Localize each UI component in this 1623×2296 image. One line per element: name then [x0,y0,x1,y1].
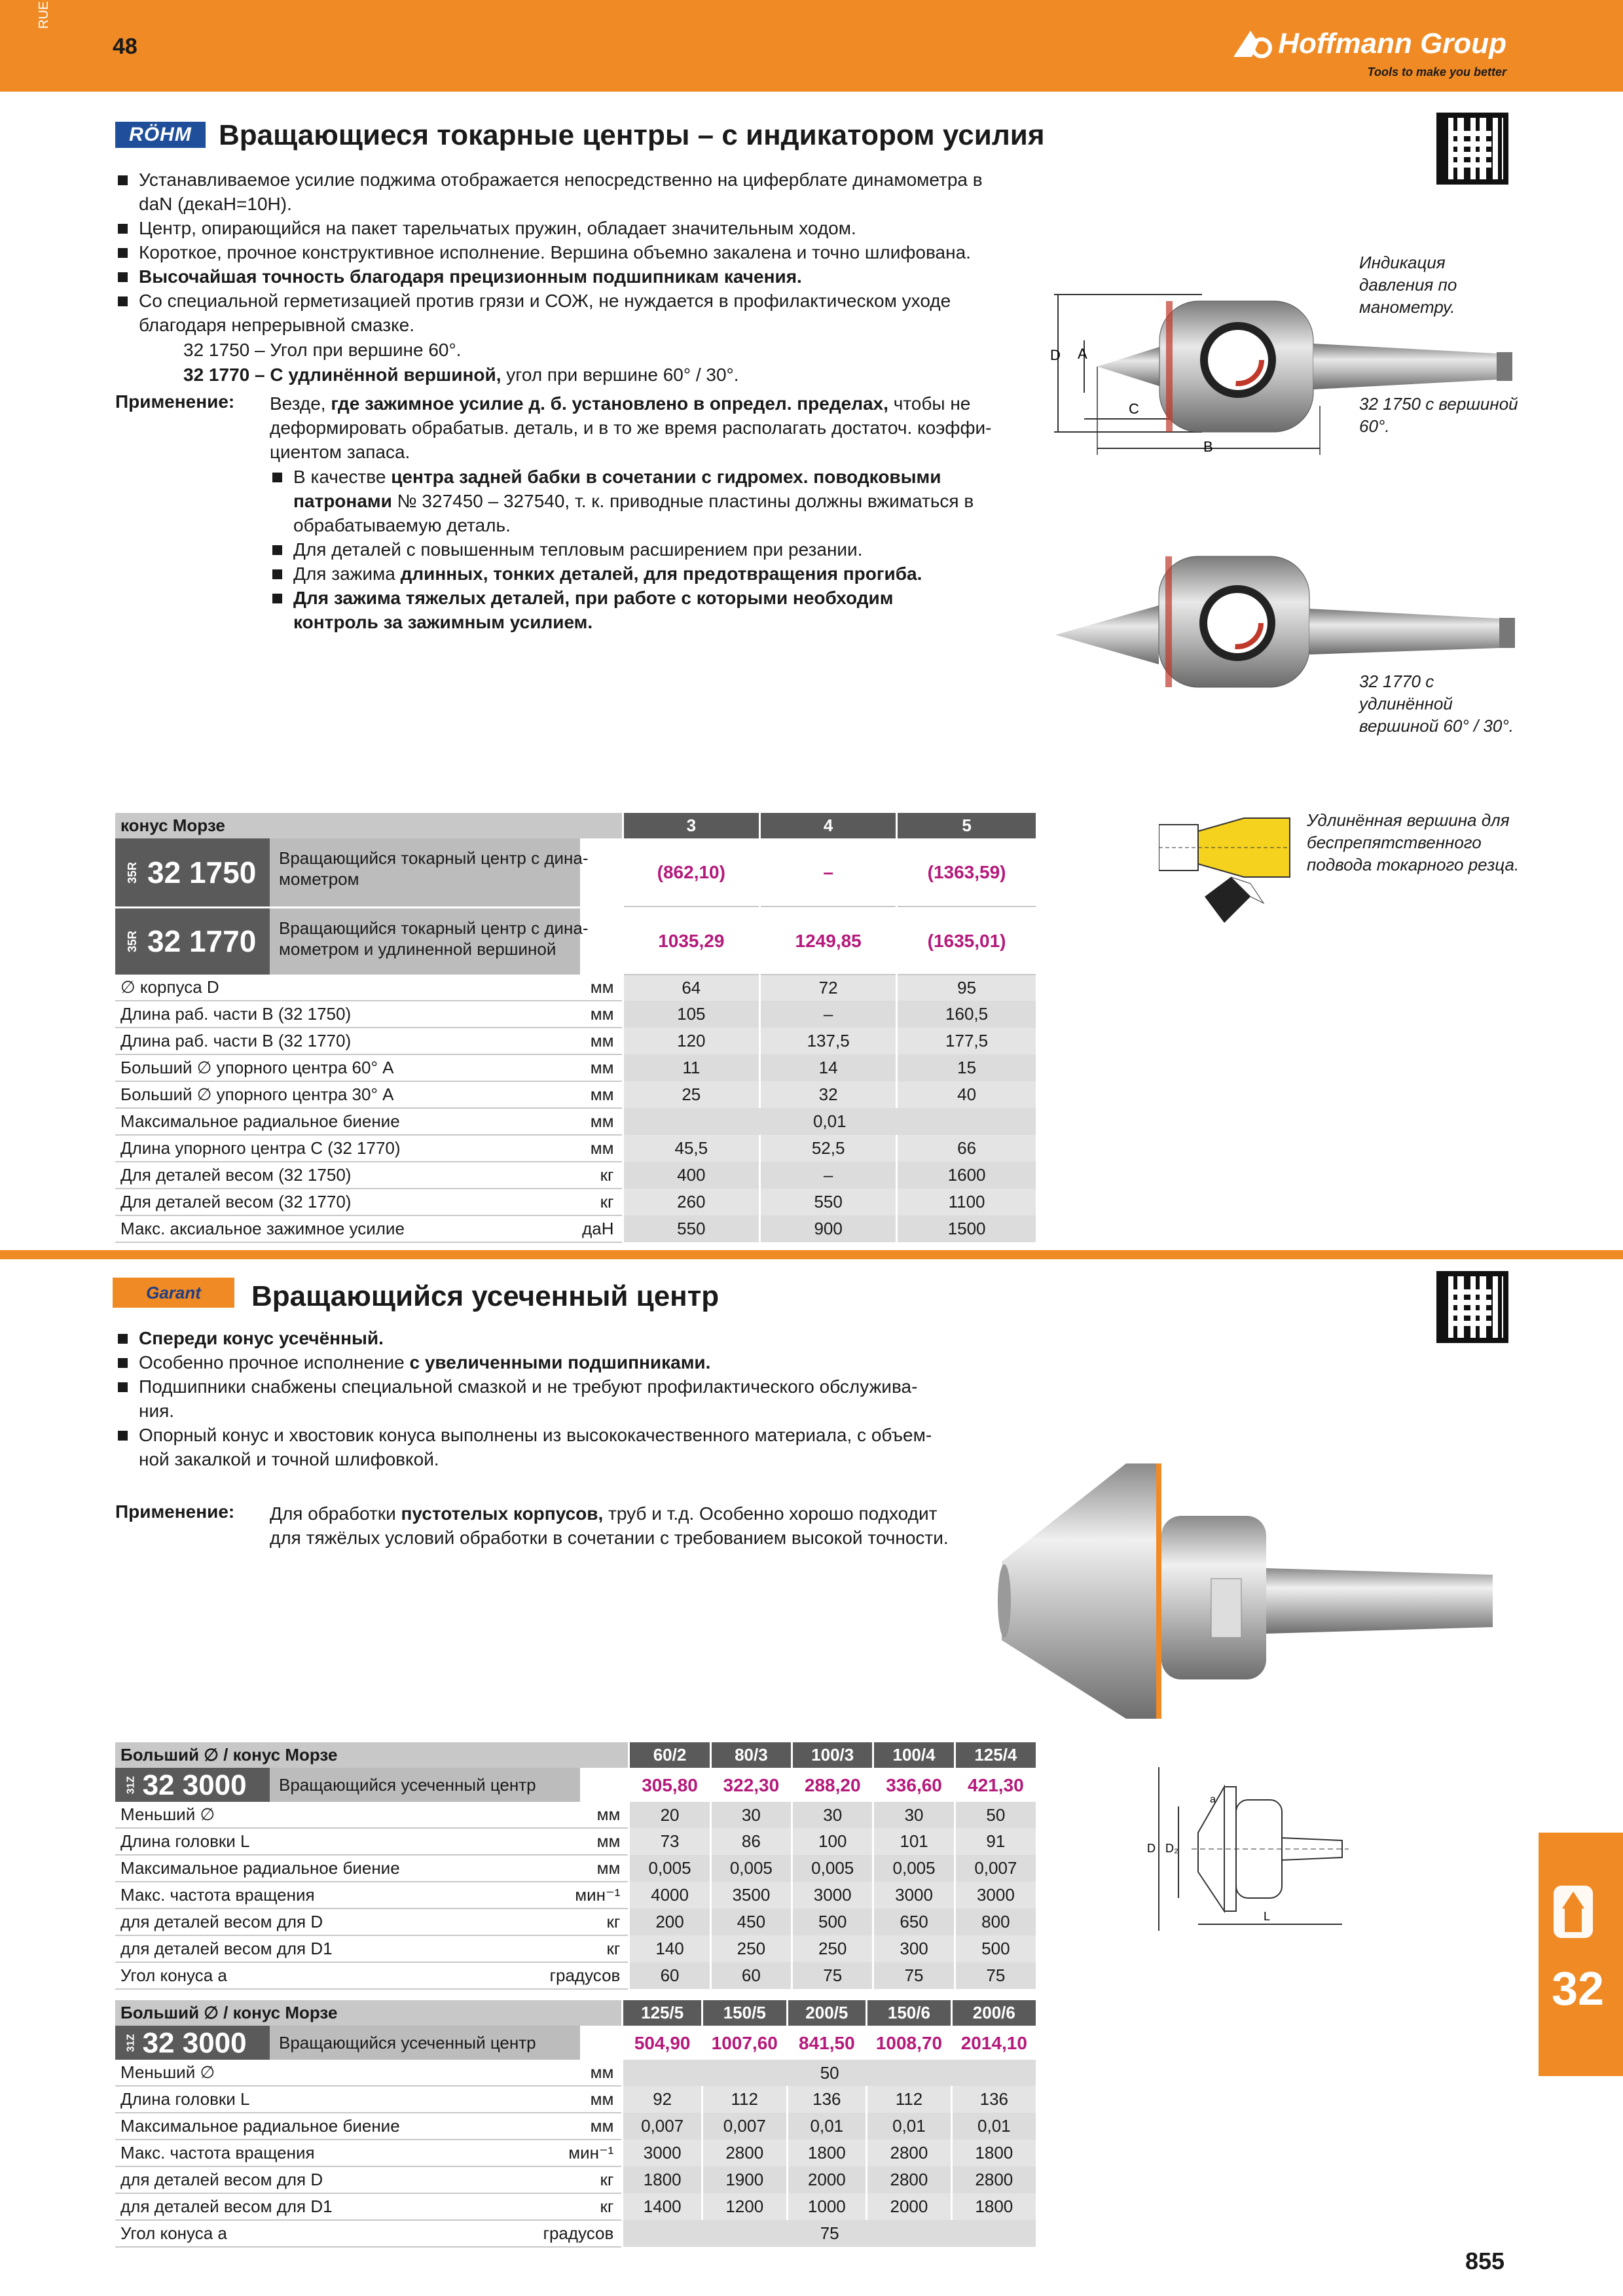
bullet-item: Высочайшая точность благодаря прецизионным подшипникам качения. [115,264,1032,289]
table-row: Меньший ∅ мм 20 30 30 30 50 [115,1802,1036,1828]
col-header: 5 [897,813,1036,838]
bullet-item: Устанавливаемое усилие поджима отображается непосредственно на циферблате динамометра в daN (декаН=10Н). [115,168,1032,216]
application-label: Применение: [115,391,235,412]
spec-table-2 [115,1742,1036,1990]
dim-b-label: B [1203,439,1213,455]
price-cell: 1249,85 [760,906,897,975]
brand-tagline: Tools to make you better [1367,65,1506,79]
page-number-bottom: 855 [1465,2248,1505,2274]
price-cell: (862,10) [623,838,760,906]
table-row: для деталей весом для D1 кг 1400 1200 1000 2000 1800 [115,2193,1036,2220]
garant-logo: Garant [113,1278,234,1308]
page-number-top: 48 [113,34,137,59]
caption-extended-tip: Удлинённая вершина для беспрепятственного подвода токарного резца. [1307,810,1520,874]
product-cell [115,2026,623,2060]
col-header: 4 [760,813,897,838]
table-row: Больший ∅ упорного центра 60° A мм 11 14 15 [115,1054,1036,1081]
language-tag: RUE [37,1,51,29]
extended-tip-diagram [1159,812,1303,929]
truncated-center-drawing [1133,1761,1362,1950]
table-row: Угол конуса a градусов 75 [115,2220,1036,2247]
product-cell [115,838,623,906]
dim-d-label: D [1147,1842,1156,1855]
table-row: Угол конуса a градусов 60 60 75 75 75 [115,1962,1036,1989]
section-title-2: Вращающийся усеченный центр [251,1280,720,1312]
product-description: Вращающийся токарный центр с дина- мометром [270,838,580,906]
qr-code-1[interactable] [1436,113,1508,185]
product-row[interactable]: 31Z 32 3000 Вращающийся усеченный центр 504,90 1007,60 841,50 1008,70 2014,10 [115,2026,1036,2060]
product-description: Вращающийся усеченный центр [270,1768,580,1802]
article-number[interactable]: 35R 32 1770 [115,908,270,975]
bullet-item: Опорный конус и хвостовик конуса выполнены из высококачественного материала, с объем- ной закалкой и точной шлифовкой. [115,1423,1032,1471]
col-header: 3 [623,813,760,838]
section-title-1: Вращающиеся токарные центры – с индикатором усилия [219,119,1045,151]
dim-d2-label: D₂ [1165,1842,1178,1855]
chapter-tab[interactable] [1539,1833,1623,2076]
table-header-row: Больший ∅ / конус Морзе 125/5 150/5 200/5 150/6 200/6 [115,2000,1036,2026]
table-row: Макс. частота вращения мин⁻¹ 3000 2800 1800 2800 1800 [115,2140,1036,2166]
spec-table-3 [115,2000,1036,2248]
product-description: Вращающийся токарный центр с дина- мометром и удлиненной вершиной [270,908,580,975]
brand-name: Hoffmann Group [1278,27,1506,60]
product-cell [115,1768,629,1802]
product-row[interactable]: 31Z 32 3000 Вращающийся усеченный центр 305,80 322,30 288,20 336,60 421,30 [115,1768,1036,1802]
dim-a-label: a [1210,1794,1216,1805]
dim-d-label: D [1050,347,1061,363]
table-row: для деталей весом для D1 кг 140 250 250 300 500 [115,1935,1036,1962]
dim-l-label: L [1264,1910,1271,1923]
article-number[interactable]: 35R 32 1750 [115,838,270,906]
table-row: Макс. частота вращения мин⁻¹ 4000 3500 3000 3000 3000 [115,1882,1036,1909]
variant-1770: 32 1770 – С удлинённой вершиной, угол при вершине 60° / 30°. [183,365,739,385]
application-text: Везде, где зажимное усилие д. б. установлено в определ. пределах, чтобы не деформировать обрабатыв. деталь, и в то же время располагать достаточ. коэффи- циентом запаса. [270,393,992,462]
dim-c-label: C [1129,401,1139,417]
table-row: Длина упорного центра C (32 1770) мм 45,5 52,5 66 [115,1135,1036,1162]
price-cell: 1035,29 [623,906,760,975]
bullet-item: Со специальной герметизацией против грязи и СОЖ, не нуждается в профилактическом уходе благодаря непрерывной смазке. [115,289,1032,337]
table-row: Длина головки L мм 92 112 136 112 136 [115,2086,1036,2113]
bullet-item: Особенно прочное исполнение с увеличенными подшипниками. [115,1350,1032,1374]
table-row: для деталей весом для D кг 200 450 500 650 800 [115,1909,1036,1935]
article-number[interactable]: 31Z 32 3000 [115,1768,270,1802]
table-header-row: Больший ∅ / конус Морзе 60/2 80/3 100/3 100/4 125/4 [115,1742,1036,1768]
table-row: Макс. аксиальное зажимное усилие даН 550 900 1500 [115,1215,1036,1242]
table-row: ∅ корпуса D мм 64 72 95 [115,975,1036,1001]
rohm-logo: RÖHM [115,122,206,148]
table-row: Длина раб. части B (32 1770) мм 120 137,5 177,5 [115,1028,1036,1054]
truncated-center-image [995,1457,1506,1732]
bullet-item: Для зажима тяжелых деталей, при работе с которыми необходим контроль за зажимным усилием. [270,586,1042,634]
lathe-center-icon [1550,1882,1596,1941]
product-row[interactable] [115,906,1036,975]
section1-bullets [115,168,1032,337]
table-row: Максимальное радиальное биение мм 0,007 0,007 0,01 0,01 0,01 [115,2113,1036,2140]
bullet-item: Подшипники снабжены специальной смазкой и не требуют профилактического обслужива- ния. [115,1374,1032,1423]
bullet-item: Спереди конус усечённый. [115,1326,1032,1350]
table-row: Максимальное радиальное биение мм 0,005 0,005 0,005 0,005 0,007 [115,1855,1036,1882]
table-row: для деталей весом для D кг 1800 1900 2000 2800 2800 [115,2166,1036,2193]
table-row: Для деталей весом (32 1750) кг 400 – 1600 [115,1162,1036,1189]
article-number[interactable]: 31Z 32 3000 [115,2026,270,2060]
dim-a-label: A [1078,346,1087,362]
table-header-row [115,813,1036,838]
price-cell: (1363,59) [897,838,1036,906]
chapter-number: 32 [1552,1963,1605,2015]
table-row: Больший ∅ упорного центра 30° A мм 25 32 40 [115,1081,1036,1108]
product-description: Вращающийся усеченный центр [270,2026,580,2060]
table-row: Длина головки L мм 73 86 100 101 91 [115,1828,1036,1855]
product-cell [115,906,623,975]
table-row: Длина раб. части B (32 1750) мм 105 – 160,5 [115,1001,1036,1028]
bullet-item: Для зажима длинных, тонких деталей, для предотвращения прогиба. [270,562,1042,586]
caption-1750: 32 1750 с вершиной 60°. [1359,394,1518,436]
table-row: Для деталей весом (32 1770) кг 260 550 1100 [115,1189,1036,1215]
bullet-item: Центр, опирающийся на пакет тарельчатых пружин, обладает значительным ходом. [115,216,1032,240]
bullet-item: Для деталей с повышенным тепловым расширением при резании. [270,537,1042,562]
product-row[interactable] [115,838,1036,906]
variant-1750: 32 1750 – Угол при вершине 60°. [183,340,462,360]
price-cell: – [760,838,897,906]
qr-code-2[interactable] [1436,1271,1508,1343]
brand-logo [1232,27,1506,60]
price-cell: (1635,01) [897,906,1036,975]
table-row: Меньший ∅ мм 50 [115,2060,1036,2086]
section-divider [0,1250,1623,1259]
header-label: конус Морзе [115,813,623,838]
application-bullets [270,465,1042,634]
application-text-2: Для обработки пустотелых корпусов, труб и т.д. Особенно хорошо подходит для тяжёлых условий обработки в сочетании с требованием высокой точности. [270,1503,949,1548]
table-row: Максимальное радиальное биение мм 0,01 [115,1108,1036,1135]
caption-gauge: Индикация давления по манометру. [1359,253,1457,317]
bullet-item: В качестве центра задней бабки в сочетании с гидромех. поводковыми патронами № 327450 – 327540, т. к. приводные пластины должны вжиматься в обрабатываемую деталь. [270,465,1042,537]
caption-1770: 32 1770 с удлинённой вершиной 60° / 30°. [1359,672,1514,736]
bullet-item: Короткое, прочное конструктивное исполнение. Вершина объемно закалена и точно шлифована. [115,240,1032,264]
spec-table-1 [115,813,1036,1243]
hoffmann-logo-icon [1232,29,1273,58]
section2-bullets [115,1326,1032,1471]
application-label-2: Применение: [115,1501,235,1522]
